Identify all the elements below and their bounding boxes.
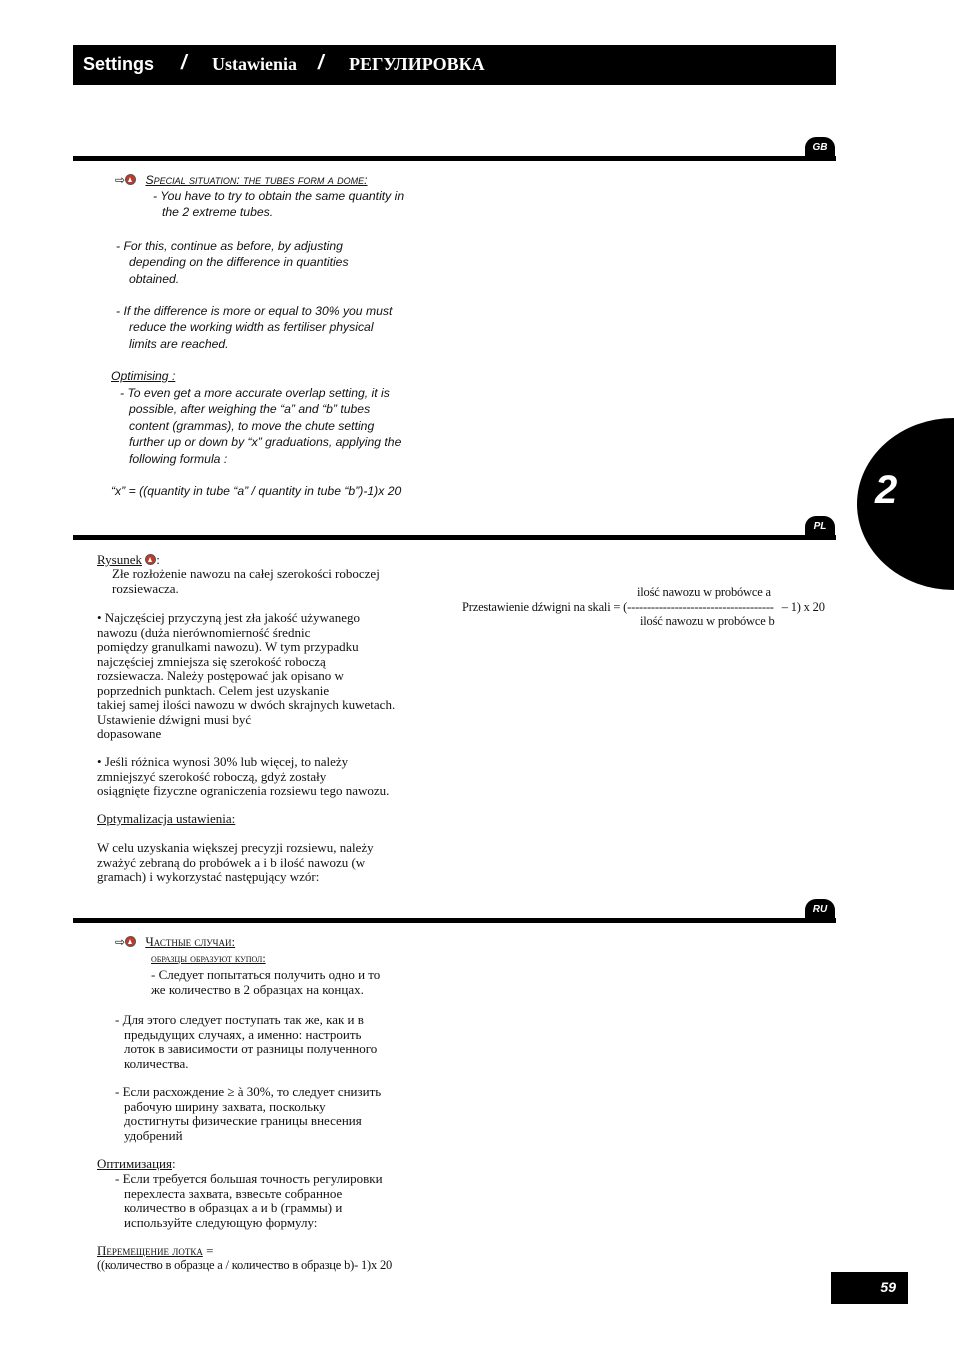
ru-paragraph-4 xyxy=(115,1172,383,1230)
gb-paragraph-4 xyxy=(120,385,401,467)
header-title-gb: Settings xyxy=(83,54,155,74)
text-line: najczęściej zmniejsza się szerokość roboczą xyxy=(97,653,326,669)
text-line: - Следует попытаться получить одно и то xyxy=(151,967,381,982)
text-line: количество в образцах a и b (граммы) и xyxy=(124,1200,343,1215)
ru-formula: ((количество в образце a / количество в образце b)- 1)x 20 xyxy=(97,1258,393,1272)
text-line: W celu uzyskania większej precyzji rozsiewu, należy xyxy=(97,840,374,855)
gb-heading-row xyxy=(115,172,368,188)
text-line: - Для этого следует поступать так же, как и в xyxy=(115,1012,364,1027)
text-line: предыдущих случаях, а именно: настроить xyxy=(124,1026,362,1042)
chapter-number: 2 xyxy=(875,468,898,512)
gb-paragraph-3 xyxy=(116,303,392,352)
text-line: nawozu (duża nierównomierność średnic xyxy=(97,624,311,640)
pl-paragraph-3 xyxy=(97,841,374,885)
text-line: takiej samej ilości nawozu w dwóch skrajnych kuwetach. xyxy=(97,697,396,712)
arrow-right-icon: ⇨ xyxy=(115,935,126,949)
gb-formula: “x” = ((quantity in tube “a” / quantity in tube “b”)-1)x 20 xyxy=(111,484,402,498)
page-header xyxy=(73,45,836,85)
ru-heading-row xyxy=(115,935,235,950)
gb-section-heading: Special situation: the tubes form a dome: xyxy=(145,173,368,187)
pl-optimization-label: Optymalizacja ustawienia: xyxy=(97,811,236,826)
text-line: rozsiewacza. Należy postępować jak opisano w xyxy=(97,668,344,683)
pl-paragraph-2 xyxy=(97,755,389,799)
text-line: content (grammas), to move the chute setting xyxy=(129,418,375,433)
ru-move-label: Перемещение лотка xyxy=(97,1243,203,1258)
gb-paragraph-1 xyxy=(153,188,404,221)
text-line: - Если требуется большая точность регулировки xyxy=(115,1171,383,1186)
text-line: poprzednich punktach. Celem jest uzyskanie xyxy=(97,682,330,698)
text-line: Złe rozłożenie nawozu na całej szerokości roboczej xyxy=(112,566,380,581)
warning-figure-icon xyxy=(125,936,136,947)
header-title-ru: РЕГУЛИРОВКА xyxy=(349,54,485,74)
pl-figure-colon: : xyxy=(156,552,160,567)
text-line: количества. xyxy=(124,1055,189,1071)
text-line: • Jeśli różnica wynosi 30% lub więcej, to należy xyxy=(97,754,349,769)
ru-heading-1: Частные случаи: xyxy=(145,934,236,949)
header-separator: / xyxy=(318,52,324,74)
text-line: the 2 extreme tubes. xyxy=(162,205,274,220)
language-badge-gb: GB xyxy=(805,137,835,159)
text-line: rozsiewacza. xyxy=(112,580,179,596)
text-line: obtained. xyxy=(129,271,180,286)
pl-figure-label: Rysunek xyxy=(97,552,142,567)
text-line: - Если расхождение ≥ à 30%, то следует снизить xyxy=(115,1084,382,1099)
arrow-right-icon: ⇨ xyxy=(115,173,126,187)
section-rule-gb xyxy=(73,156,836,161)
section-rule-pl xyxy=(73,535,836,540)
text-line: - For this, continue as before, by adjusting xyxy=(116,239,343,253)
language-badge-pl: PL xyxy=(805,516,835,538)
text-line: reduce the working width as fertiliser physical xyxy=(129,320,374,335)
warning-figure-icon xyxy=(125,174,136,185)
text-line: osiągnięte fizyczne ograniczenia rozsiewu tego nawozu. xyxy=(97,783,390,798)
text-line: удобрений xyxy=(124,1127,183,1143)
text-line: используйте следующую формулу: xyxy=(124,1214,318,1230)
text-line: following formula : xyxy=(129,451,228,466)
text-line: Ustawienie dźwigni musi być xyxy=(97,711,252,727)
ru-heading-2: образцы образуют купол: xyxy=(151,951,266,965)
ru-paragraph-2 xyxy=(115,1013,377,1071)
ru-move-equals: = xyxy=(202,1243,214,1258)
text-line: zważyć zebraną do probówek a i b ilość nawozu (w xyxy=(97,854,366,870)
ru-optimization-row xyxy=(97,1157,176,1172)
ru-optimization-label: Оптимизация xyxy=(97,1156,172,1171)
language-badge-ru: RU xyxy=(805,899,835,921)
pl-formula-lhs: Przestawienie dźwigni na skali = ( xyxy=(462,600,628,614)
ru-optimization-colon: : xyxy=(171,1156,176,1171)
text-line: depending on the difference in quantities xyxy=(129,255,349,270)
pl-formula-numerator: ilość nawozu w probówce a xyxy=(637,585,771,599)
pl-formula-rhs: – 1) x 20 xyxy=(781,600,825,614)
header-title-pl: Ustawienia xyxy=(212,54,297,74)
text-line: dopasowane xyxy=(97,726,162,741)
pl-figure-text xyxy=(112,567,380,596)
text-line: • Najczęściej przyczyną jest zła jakość używanego xyxy=(97,610,360,625)
ru-paragraph-3 xyxy=(115,1085,381,1143)
text-line: - You have to try to obtain the same quantity in xyxy=(153,189,405,203)
text-line: - If the difference is more or equal to 30% you must xyxy=(116,304,393,318)
pl-formula-denominator: ilość nawozu w probówce b xyxy=(640,614,775,628)
text-line: limits are reached. xyxy=(129,336,229,351)
text-line: - To even get a more accurate overlap setting, it is xyxy=(120,386,390,400)
gb-optimising-label: Optimising : xyxy=(111,369,176,383)
gb-paragraph-2 xyxy=(116,238,349,287)
pl-formula-dashes: ------------------------------------- xyxy=(627,600,774,614)
text-line: pomiędzy granulkami nawozu). W tym przypadku xyxy=(97,639,359,654)
text-line: лоток в зависимости от разницы полученного xyxy=(124,1041,378,1056)
text-line: рабочую ширину захвата, поскольку xyxy=(124,1098,326,1114)
text-line: zmniejszyć szerokość roboczą, gdyż zostały xyxy=(97,768,327,784)
text-line: перехлеста захвата, взвесьте собранное xyxy=(124,1185,343,1201)
pl-formula-main xyxy=(462,600,825,615)
warning-figure-icon xyxy=(145,554,156,565)
page-number: 59 xyxy=(831,1272,908,1304)
ru-paragraph-1 xyxy=(151,968,380,997)
header-separator: / xyxy=(181,52,187,74)
pl-paragraph-1 xyxy=(97,611,395,742)
text-line: possible, after weighing the “a” and “b” tubes xyxy=(129,402,371,417)
text-line: further up or down by “x” graduations, applying the xyxy=(129,435,402,450)
ru-move-row xyxy=(97,1244,213,1259)
section-rule-ru xyxy=(73,918,836,923)
chapter-tab xyxy=(857,418,954,590)
text-line: же количество в 2 образцах на концах. xyxy=(151,981,364,997)
text-line: gramach) i wykorzystać następujący wzór: xyxy=(97,869,320,884)
text-line: достигнуты физические границы внесения xyxy=(124,1113,362,1128)
